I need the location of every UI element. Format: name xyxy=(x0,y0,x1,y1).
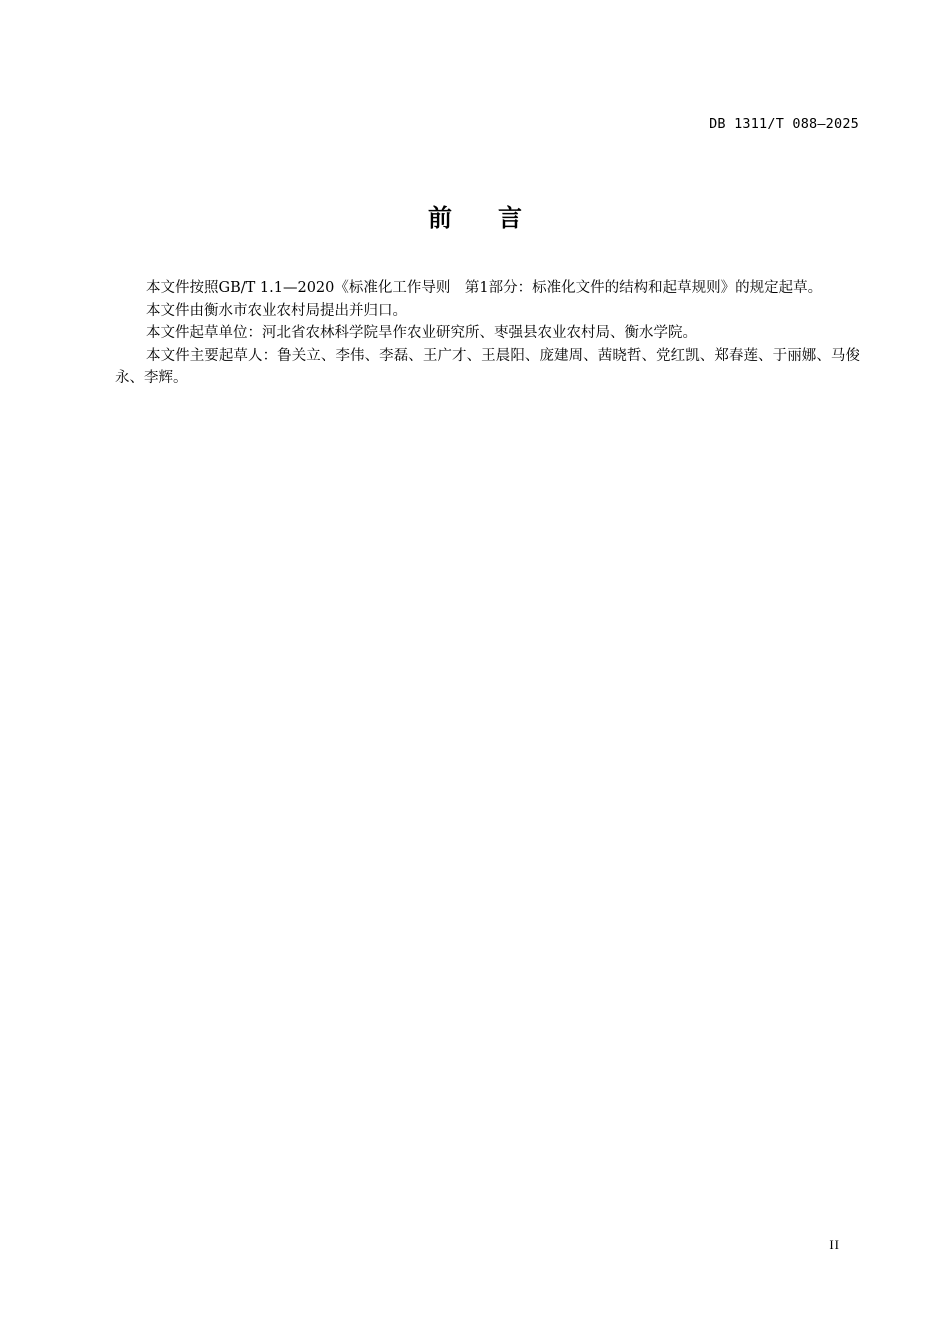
paragraph-proposer: 本文件由衡水市农业农村局提出并归口。 xyxy=(146,302,407,319)
section-heading: 前言 xyxy=(428,204,568,232)
paragraph-drafting-units: 本文件起草单位：河北省农林科学院旱作农业研究所、枣强县农业农村局、衡水学院。 xyxy=(146,325,697,341)
paragraph-drafters: 本文件主要起草人：鲁关立、李伟、李磊、王广才、王晨阳、庞建周、茜晓哲、党红凯、郑春莲、于丽娜、马俊永、李辉。 xyxy=(115,347,860,386)
document-code: DB 1311/T 088—2025 xyxy=(709,116,859,132)
foreword-body xyxy=(115,277,860,390)
paragraph-drafting-basis: 本文件按照GB/T 1.1—2020《标准化工作导则 第1部分：标准化文件的结构和起草规则》的规定起草。 xyxy=(146,280,823,296)
page-number: II xyxy=(829,1237,840,1252)
